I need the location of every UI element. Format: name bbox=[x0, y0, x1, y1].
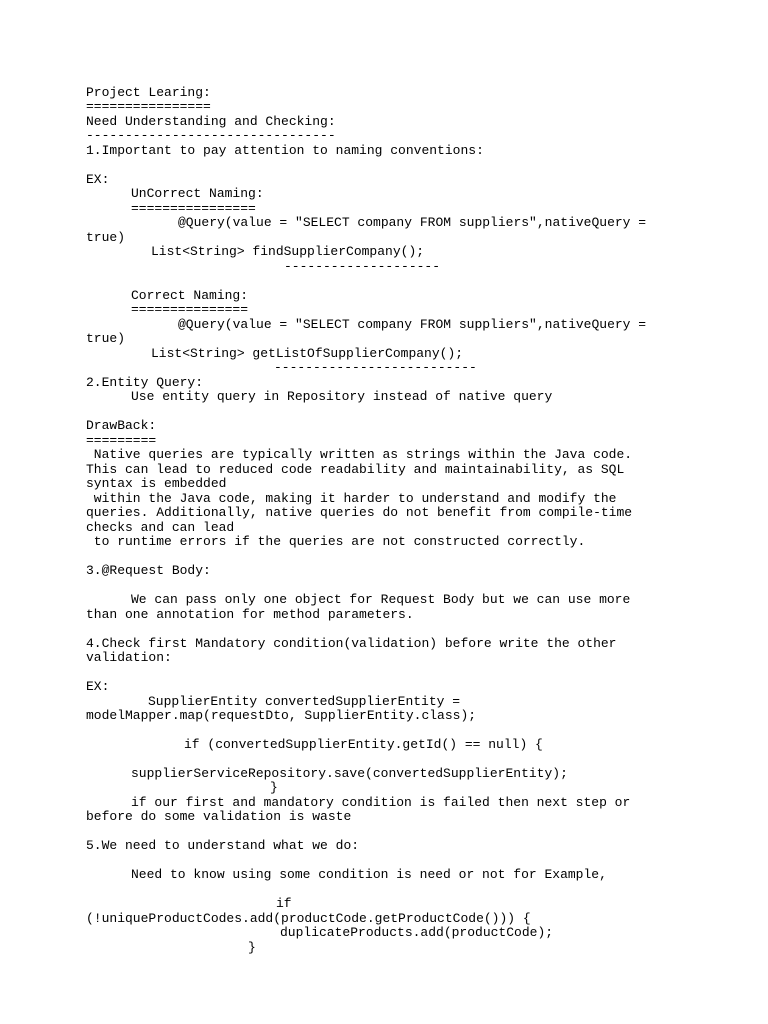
code-line: @Query(value = "SELECT company FROM suppliers",nativeQuery = bbox=[178, 317, 647, 332]
code-brace: } bbox=[270, 780, 278, 795]
title-underline: ================ bbox=[86, 99, 211, 114]
body-text: to runtime errors if the queries are not constructed correctly. bbox=[86, 534, 586, 549]
example-label: EX: bbox=[86, 172, 110, 187]
example-label: EX: bbox=[86, 679, 110, 694]
point-2-heading: 2.Entity Query: bbox=[86, 375, 204, 390]
code-line: if (convertedSupplierEntity.getId() == null) { bbox=[184, 737, 543, 752]
body-text: before do some validation is waste bbox=[86, 809, 352, 824]
code-line: (!uniqueProductCodes.add(productCode.getProductCode())) { bbox=[86, 911, 531, 926]
body-text: queries. Additionally, native queries do not benefit from compile-time bbox=[86, 505, 633, 520]
code-line: modelMapper.map(requestDto, SupplierEntity.class); bbox=[86, 708, 477, 723]
code-line: duplicateProducts.add(productCode); bbox=[280, 925, 554, 940]
drawback-label: DrawBack: bbox=[86, 418, 157, 433]
section-underline: -------------------------------- bbox=[86, 128, 336, 143]
point-4-heading: 4.Check first Mandatory condition(validation) before write the other bbox=[86, 636, 617, 651]
body-text: Use entity query in Repository instead of native query bbox=[131, 389, 553, 404]
point-5-heading: 5.We need to understand what we do: bbox=[86, 838, 360, 853]
body-text: Need to know using some condition is need or not for Example, bbox=[131, 867, 607, 882]
code-underline: -------------------------- bbox=[274, 360, 477, 375]
incorrect-naming-underline: ================ bbox=[131, 201, 256, 216]
code-line: if bbox=[276, 896, 292, 911]
code-line: true) bbox=[86, 230, 126, 245]
correct-naming-label: Correct Naming: bbox=[131, 288, 249, 303]
point-3-heading: 3.@Request Body: bbox=[86, 563, 211, 578]
code-line: List<String> getListOfSupplierCompany(); bbox=[151, 346, 464, 361]
section-heading: Need Understanding and Checking: bbox=[86, 114, 336, 129]
code-brace: } bbox=[248, 940, 256, 955]
point-4-heading-cont: validation: bbox=[86, 650, 172, 665]
body-text: checks and can lead bbox=[86, 520, 235, 535]
code-underline: -------------------- bbox=[284, 259, 441, 274]
code-line: true) bbox=[86, 331, 126, 346]
correct-naming-underline: =============== bbox=[131, 302, 249, 317]
body-text: Native queries are typically written as strings within the Java code. bbox=[86, 447, 633, 462]
body-text: We can pass only one object for Request Body but we can use more bbox=[131, 592, 631, 607]
body-text: within the Java code, making it harder to understand and modify the bbox=[86, 491, 617, 506]
code-line: SupplierEntity convertedSupplierEntity = bbox=[148, 694, 461, 709]
doc-title: Project Learing: bbox=[86, 85, 211, 100]
point-1-heading: 1.Important to pay attention to naming conventions: bbox=[86, 143, 484, 158]
code-line: List<String> findSupplierCompany(); bbox=[151, 244, 425, 259]
body-text: if our first and mandatory condition is failed then next step or bbox=[131, 795, 631, 810]
incorrect-naming-label: UnCorrect Naming: bbox=[131, 186, 264, 201]
drawback-underline: ========= bbox=[86, 433, 157, 448]
body-text: This can lead to reduced code readability and maintainability, as SQL bbox=[86, 462, 625, 477]
code-line: @Query(value = "SELECT company FROM suppliers",nativeQuery = bbox=[178, 215, 647, 230]
code-line: supplierServiceRepository.save(convertedSupplierEntity); bbox=[131, 766, 568, 781]
body-text: than one annotation for method parameters. bbox=[86, 607, 414, 622]
body-text: syntax is embedded bbox=[86, 476, 227, 491]
